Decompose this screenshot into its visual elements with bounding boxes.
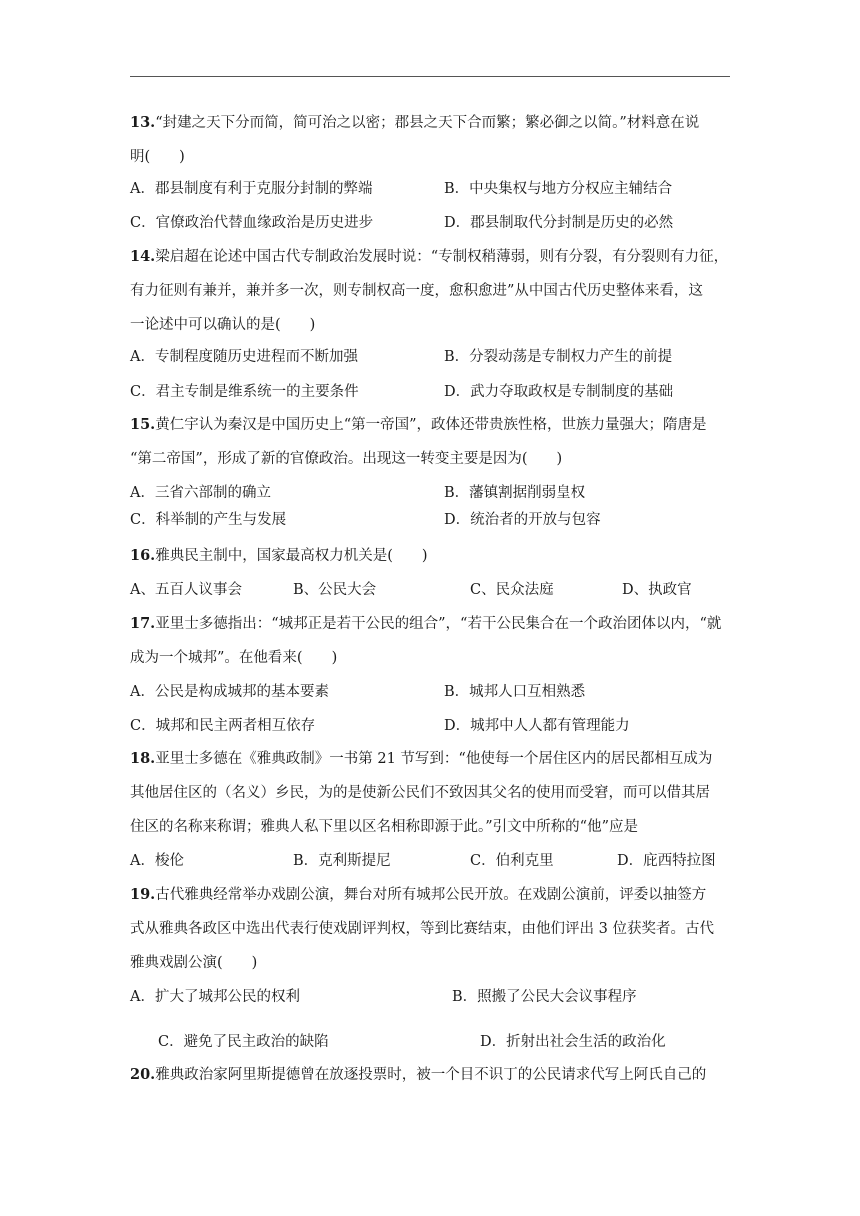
question-19-option-a[interactable]: A．扩大了城邦公民的权利 <box>130 989 300 1005</box>
question-18-option-c[interactable]: C．伯利克里 <box>470 853 554 869</box>
question-number: 16. <box>130 547 156 564</box>
question-number: 15. <box>130 416 156 433</box>
question-18-line-2: 其他居住区的（名义）乡民，为的是使新公民们不致因其父名的使用而受窘，而可以借其居 <box>130 785 710 801</box>
question-18-line-1: 18.亚里士多德在《雅典政制》一书第 21 节写到：“他使每一个居住区内的居民都相互成为 <box>130 750 713 767</box>
question-number: 20. <box>130 1066 156 1083</box>
question-19-line-2: 式从雅典各政区中选出代表行使戏剧评判权，等到比赛结束，由他们评出 3 位获奖者。古代 <box>130 921 714 937</box>
question-14-option-d[interactable]: D．武力夺取政权是专制制度的基础 <box>444 384 674 400</box>
question-15-option-c[interactable]: C．科举制的产生与发展 <box>130 512 287 528</box>
question-number: 13. <box>130 114 156 131</box>
question-14-option-c[interactable]: C．君主专制是维系统一的主要条件 <box>130 384 359 400</box>
question-16-option-d[interactable]: D、执政官 <box>622 582 692 598</box>
question-15-option-d[interactable]: D．统治者的开放与包容 <box>444 512 601 528</box>
question-number: 17. <box>130 615 156 632</box>
question-15-option-b[interactable]: B．藩镇割据削弱皇权 <box>444 485 586 501</box>
question-14-line-3: 一论述中可以确认的是( ) <box>130 317 316 333</box>
question-17-option-b[interactable]: B．城邦人口互相熟悉 <box>444 684 586 700</box>
question-13-line-1: 13.“封建之天下分而简，简可治之以密；郡县之天下合而繁；繁必御之以简。”材料意在说 <box>130 114 700 131</box>
question-13-option-c[interactable]: C．官僚政治代替血缘政治是历史进步 <box>130 215 374 231</box>
question-19-option-d[interactable]: D．折射出社会生活的政治化 <box>480 1034 666 1050</box>
question-18-option-d[interactable]: D．庇西特拉图 <box>617 853 716 869</box>
question-13-line-2: 明( ) <box>130 149 185 165</box>
question-16-line-1: 16.雅典民主制中，国家最高权力机关是( ) <box>130 547 428 564</box>
question-15-line-1: 15.黄仁宇认为秦汉是中国历史上“第一帝国”，政体还带贵族性格，世族力量强大；隋唐是 <box>130 416 707 433</box>
question-17-option-d[interactable]: D．城邦中人人都有管理能力 <box>444 718 630 734</box>
question-17-option-c[interactable]: C．城邦和民主两者相互依存 <box>130 718 316 734</box>
question-19-option-c[interactable]: C．避免了民主政治的缺陷 <box>158 1034 329 1050</box>
question-13-option-d[interactable]: D．郡县制取代分封制是历史的必然 <box>444 215 674 231</box>
question-17-line-2: 成为一个城邦”。在他看来( ) <box>130 650 338 666</box>
question-19-line-1: 19.古代雅典经常举办戏剧公演，舞台对所有城邦公民开放。在戏剧公演前，评委以抽签方 <box>130 886 707 903</box>
question-number: 19. <box>130 886 156 903</box>
question-14-option-a[interactable]: A．专制程度随历史进程而不断加强 <box>130 349 358 365</box>
question-16-option-a[interactable]: A、五百人议事会 <box>130 582 242 598</box>
question-13-option-a[interactable]: A．郡县制度有利于克服分封制的弊端 <box>130 181 373 197</box>
question-20-line-1: 20.雅典政治家阿里斯提德曾在放逐投票时，被一个目不识丁的公民请求代写上阿氏自己的 <box>130 1066 707 1083</box>
question-14-option-b[interactable]: B．分裂动荡是专制权力产生的前提 <box>444 349 673 365</box>
question-18-option-b[interactable]: B．克利斯提尼 <box>293 853 391 869</box>
question-15-line-2: “第二帝国”，形成了新的官僚政治。出现这一转变主要是因为( ) <box>130 451 563 467</box>
question-number: 14. <box>130 248 156 265</box>
question-18-line-3: 住区的名称来称谓；雅典人私下里以区名相称即源于此。”引文中所称的“他”应是 <box>130 819 638 835</box>
question-18-option-a[interactable]: A．梭伦 <box>130 853 184 869</box>
question-number: 18. <box>130 750 156 767</box>
question-19-line-3: 雅典戏剧公演( ) <box>130 955 258 971</box>
question-16-option-c[interactable]: C、民众法庭 <box>470 582 554 598</box>
question-17-option-a[interactable]: A．公民是构成城邦的基本要素 <box>130 684 329 700</box>
question-19-option-b[interactable]: B．照搬了公民大会议事程序 <box>452 989 637 1005</box>
question-14-line-1: 14.梁启超在论述中国古代专制政治发展时说：“专制权稍薄弱，则有分裂，有分裂则有力征， <box>130 248 729 265</box>
question-14-line-2: 有力征则有兼并，兼并多一次，则专制权高一度，愈积愈进”从中国古代历史整体来看，这 <box>130 283 703 299</box>
header-rule <box>130 76 730 77</box>
question-17-line-1: 17.亚里士多德指出：“城邦正是若干公民的组合”，“若干公民集合在一个政治团体以内，“就 <box>130 615 722 632</box>
question-15-option-a[interactable]: A．三省六部制的确立 <box>130 485 271 501</box>
question-13-option-b[interactable]: B．中央集权与地方分权应主辅结合 <box>444 181 673 197</box>
question-16-option-b[interactable]: B、公民大会 <box>293 582 377 598</box>
